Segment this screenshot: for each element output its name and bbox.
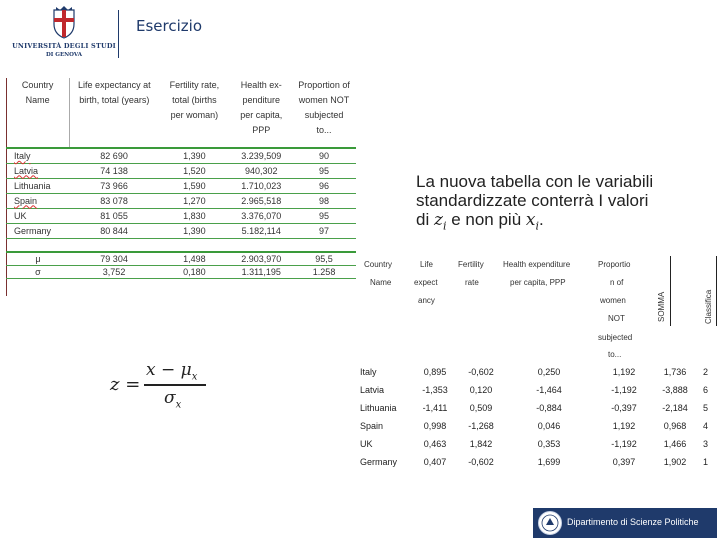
cell-value: 0,998 [423, 421, 447, 431]
cell-value: 98 [292, 193, 356, 208]
cell-value: 1.311,195 [230, 265, 292, 278]
cell-value: 81 055 [70, 208, 159, 223]
cell-value: -1,411 [422, 403, 448, 413]
table-row-stddev [6, 265, 356, 278]
cell-country: Spain [6, 193, 70, 208]
cell-value: 2.965,518 [230, 193, 292, 208]
std-header-rate: rate [465, 278, 479, 287]
table-row [6, 208, 356, 223]
cell-value: 83 078 [70, 193, 159, 208]
standardization-formula [110, 360, 210, 410]
std-header-n-of: n of [610, 278, 624, 287]
cell-rank: 3 [702, 439, 708, 449]
cell-value: 96 [292, 178, 356, 193]
cell-country: Lithuania [6, 178, 70, 193]
cell-sum: 1,466 [663, 439, 687, 449]
cell-value: 95 [292, 163, 356, 178]
std-header-to: to... [608, 350, 622, 359]
cell-country: Italy [360, 367, 377, 377]
cell-value: 3,752 [70, 265, 159, 278]
cell-country: Lithuania [360, 403, 397, 413]
table-row [360, 417, 715, 435]
cell-country: Germany [6, 223, 70, 238]
cell-value: 1,498 [158, 252, 230, 265]
std-header-classifica: Classifica [704, 289, 713, 324]
callout-line-3: di $z_i$ e non più $x_i$. [416, 210, 544, 233]
cell-value: 1,842 [469, 439, 493, 449]
table-header-row [6, 78, 356, 148]
cell-value: 940,302 [230, 163, 292, 178]
column-divider [716, 256, 717, 326]
formula-fraction-bar [144, 384, 206, 386]
x-i-symbol: $x_i$ [525, 210, 540, 233]
cell-value: 79 304 [70, 252, 159, 265]
cell-value: 1,390 [158, 223, 230, 238]
header-divider [118, 10, 119, 58]
std-header-somma: SOMMA [657, 291, 666, 322]
formula-denominator: $\sigma_x$ [164, 388, 182, 411]
cell-value: 95,5 [292, 252, 356, 265]
cell-rank: 2 [702, 367, 708, 377]
header-health-expenditure: Health ex- penditure per capita, PPP [230, 78, 292, 148]
callout-text [416, 172, 716, 235]
seal-icon [537, 510, 563, 536]
cell-value: 97 [292, 223, 356, 238]
cell-rank: 5 [702, 403, 708, 413]
header-proportion-women: Proportion of women NOT subjected to... [292, 78, 356, 148]
std-header-proportion: Proportio [598, 260, 631, 269]
cell-country: Latvia [6, 163, 70, 178]
table-row [6, 163, 356, 178]
table-row [6, 193, 356, 208]
cell-value: -1,192 [611, 385, 637, 395]
university-logo [10, 6, 118, 62]
cell-value: 0,463 [423, 439, 447, 449]
university-name: UNIVERSITÀ DEGLI STUDI [12, 42, 116, 50]
cell-value: 0,120 [469, 385, 493, 395]
table-row [360, 453, 715, 471]
header-life-expectancy: Life expectancy at birth, total (years) [70, 78, 159, 148]
callout-line-1: La nuova tabella con le variabili [416, 172, 654, 191]
table-row [6, 223, 356, 238]
page-title: Esercizio [136, 17, 202, 35]
cell-value: 3.376,070 [230, 208, 292, 223]
cell-value: 0,250 [537, 367, 561, 377]
cell-rank: 4 [702, 421, 708, 431]
cell-value: -0,397 [611, 403, 637, 413]
table-row [360, 435, 715, 453]
cell-value: 2.903,970 [230, 252, 292, 265]
cell-value: -1,464 [536, 385, 562, 395]
cell-rank: 1 [702, 457, 708, 467]
cell-country: Spain [360, 421, 384, 431]
department-name: Dipartimento di Scienze Politiche [567, 517, 699, 527]
cell-value: 74 138 [70, 163, 159, 178]
table-row [360, 399, 715, 417]
cell-sum: 1,902 [663, 457, 687, 467]
cell-value: 1,270 [158, 193, 230, 208]
table-row [6, 148, 356, 163]
cell-country: UK [6, 208, 70, 223]
cell-value: 82 690 [70, 148, 159, 163]
cell-stat-label: σ [6, 265, 70, 278]
cell-country: Latvia [360, 385, 385, 395]
cell-value: 0,353 [537, 439, 561, 449]
cell-country: UK [360, 439, 373, 449]
cell-value: 1,590 [158, 178, 230, 193]
cell-sum: 0,968 [663, 421, 687, 431]
cell-value: 1.258 [292, 265, 356, 278]
header [0, 0, 720, 70]
cell-value: 1.710,023 [230, 178, 292, 193]
cell-value: 1,390 [158, 148, 230, 163]
original-data-table [6, 78, 356, 279]
std-header-ancy: ancy [418, 296, 435, 305]
crest-icon [10, 6, 118, 42]
std-header-fertility: Fertility [458, 260, 484, 269]
table-row-mean [6, 252, 356, 265]
cell-value: 3.239,509 [230, 148, 292, 163]
cell-value: -1,353 [422, 385, 448, 395]
formula-numerator: $x - \mu_x$ [146, 360, 198, 383]
cell-country: Italy [6, 148, 70, 163]
table-separator [6, 238, 356, 252]
cell-value: 73 966 [70, 178, 159, 193]
cell-value: -0,602 [468, 367, 494, 377]
header-fertility-rate: Fertility rate, total (births per woman) [158, 78, 230, 148]
standardized-data-table [360, 363, 715, 471]
column-divider [670, 256, 671, 326]
cell-value: 1,830 [158, 208, 230, 223]
department-footer [533, 508, 717, 538]
cell-value: 0,397 [612, 457, 636, 467]
std-header-health: Health expenditure [503, 260, 571, 269]
callout-line-2: standardizzate conterrà I valori [416, 191, 649, 210]
university-city: DI GENOVA [46, 52, 82, 58]
cell-value: 90 [292, 148, 356, 163]
table-row [6, 178, 356, 193]
cell-stat-label: μ [6, 252, 70, 265]
cell-value: 95 [292, 208, 356, 223]
std-header-women: women [600, 296, 626, 305]
cell-sum: -2,184 [662, 403, 688, 413]
cell-value: 1,192 [612, 421, 636, 431]
std-header-not: NOT [608, 314, 625, 323]
cell-value: -0,884 [536, 403, 562, 413]
cell-value: 1,699 [537, 457, 561, 467]
cell-value: 80 844 [70, 223, 159, 238]
cell-value: -1,268 [468, 421, 494, 431]
std-header-subjected: subjected [598, 333, 633, 342]
std-header-percapita: per capita, PPP [510, 278, 566, 287]
formula-lhs: z = [110, 374, 141, 395]
cell-value: 0,407 [423, 457, 447, 467]
header-country-name: Country Name [6, 78, 70, 148]
cell-value: -0,602 [468, 457, 494, 467]
std-header-life: Life [420, 260, 433, 269]
cell-value: 1,520 [158, 163, 230, 178]
std-header-country: Country [364, 260, 393, 269]
cell-country: Germany [360, 457, 398, 467]
cell-sum: 1,736 [663, 367, 687, 377]
table-row [360, 381, 715, 399]
z-i-symbol: $z_i$ [433, 210, 447, 233]
cell-value: 0,895 [423, 367, 447, 377]
cell-value: 5.182,114 [230, 223, 292, 238]
cell-value: -1,192 [611, 439, 637, 449]
table-row [360, 363, 715, 381]
cell-rank: 6 [702, 385, 708, 395]
cell-value: 0,046 [537, 421, 561, 431]
cell-value: 0,509 [469, 403, 493, 413]
std-header-expect: expect [414, 278, 438, 287]
std-header-name: Name [370, 278, 392, 287]
cell-value: 0,180 [158, 265, 230, 278]
cell-value: 1,192 [612, 367, 636, 377]
cell-sum: -3,888 [662, 385, 688, 395]
